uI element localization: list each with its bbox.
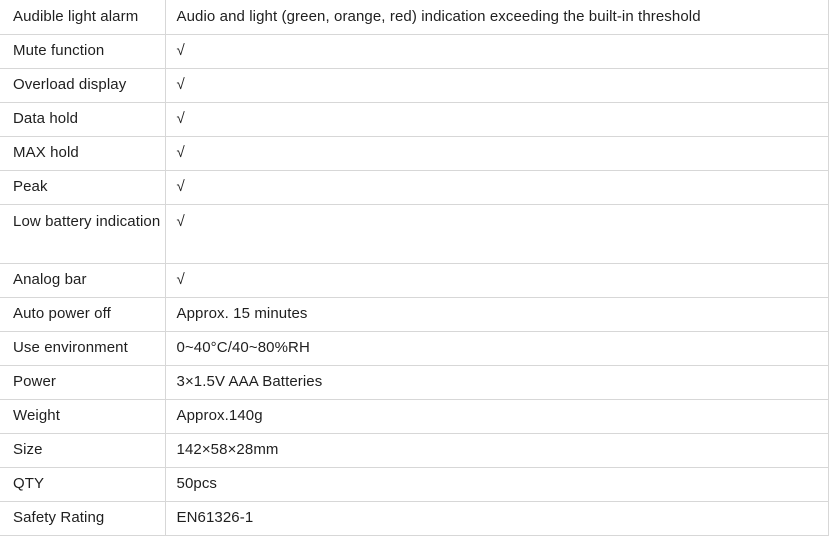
spec-label: Mute function xyxy=(0,34,165,68)
table-row xyxy=(0,204,829,263)
spec-label: MAX hold xyxy=(0,136,165,170)
table-row xyxy=(0,170,829,204)
table-row xyxy=(0,297,829,331)
table-row xyxy=(0,433,829,467)
spec-value: √ xyxy=(165,102,829,136)
spec-label: Use environment xyxy=(0,331,165,365)
spec-label: Size xyxy=(0,433,165,467)
spec-value: Audio and light (green, orange, red) indication exceeding the built-in threshold xyxy=(165,0,829,34)
spec-value: √ xyxy=(165,136,829,170)
spec-label: Low battery indication xyxy=(0,204,165,263)
spec-value: Approx.140g xyxy=(165,399,829,433)
table-row xyxy=(0,467,829,501)
spec-value: √ xyxy=(165,263,829,297)
spec-label: Safety Rating xyxy=(0,501,165,535)
spec-value: 3×1.5V AAA Batteries xyxy=(165,365,829,399)
spec-label: Weight xyxy=(0,399,165,433)
spec-value: 142×58×28mm xyxy=(165,433,829,467)
spec-value: √ xyxy=(165,34,829,68)
spec-label: QTY xyxy=(0,467,165,501)
spec-label: Power xyxy=(0,365,165,399)
spec-label: Data hold xyxy=(0,102,165,136)
spec-value: 50pcs xyxy=(165,467,829,501)
table-row xyxy=(0,501,829,535)
table-row xyxy=(0,263,829,297)
spec-value: √ xyxy=(165,68,829,102)
spec-value: √ xyxy=(165,204,829,263)
spec-label: Auto power off xyxy=(0,297,165,331)
spec-label: Audible light alarm xyxy=(0,0,165,34)
table-row xyxy=(0,331,829,365)
spec-value: √ xyxy=(165,170,829,204)
spec-value: Approx. 15 minutes xyxy=(165,297,829,331)
table-row xyxy=(0,365,829,399)
table-row xyxy=(0,399,829,433)
spec-value: EN61326-1 xyxy=(165,501,829,535)
spec-label: Overload display xyxy=(0,68,165,102)
table-row xyxy=(0,102,829,136)
spec-label: Analog bar xyxy=(0,263,165,297)
table-row xyxy=(0,68,829,102)
table-row xyxy=(0,136,829,170)
spec-label: Peak xyxy=(0,170,165,204)
spec-value: 0~40°C/40~80%RH xyxy=(165,331,829,365)
table-row xyxy=(0,0,829,34)
table-row xyxy=(0,34,829,68)
